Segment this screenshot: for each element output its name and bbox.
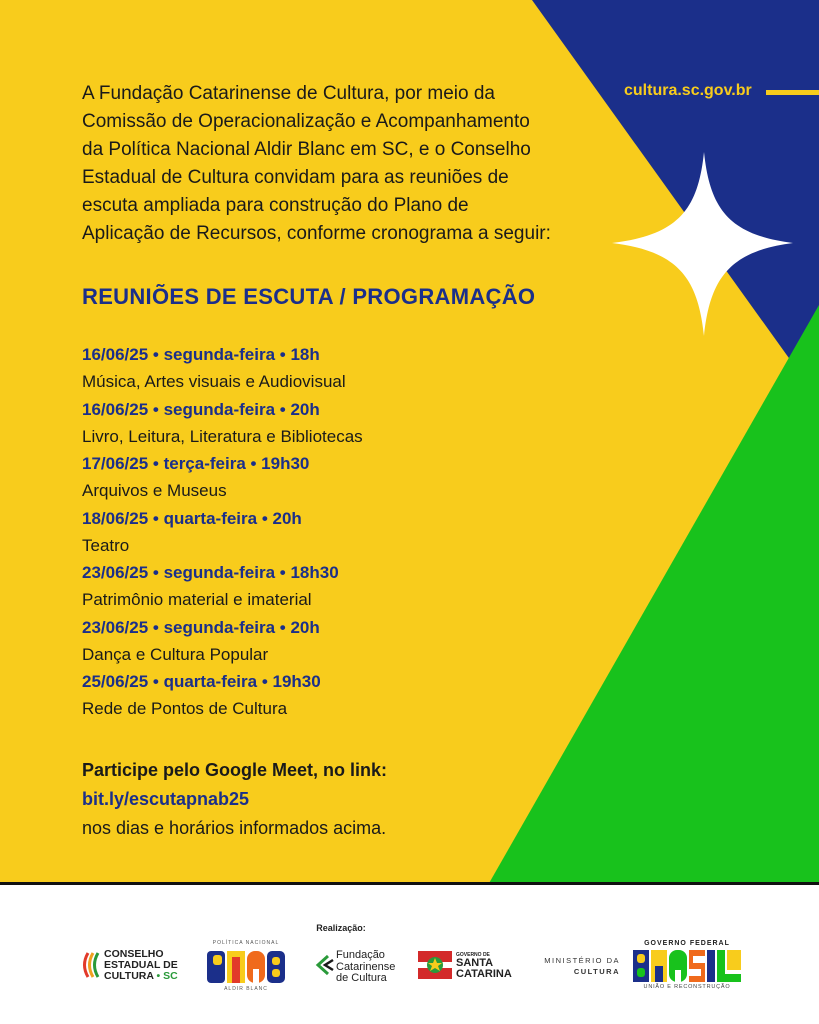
schedule-topic: Música, Artes visuais e Audiovisual — [82, 372, 346, 391]
schedule-topic: Patrimônio material e imaterial — [82, 590, 312, 609]
fcc-line: Fundação — [336, 949, 385, 961]
gsc-line: CATARINA — [456, 968, 512, 980]
schedule-topic: Arquivos e Museus — [82, 481, 227, 500]
intro-line: Comissão de Operacionalização e Acompanhamento — [82, 111, 530, 132]
schedule-item — [82, 451, 602, 506]
governo-santa-catarina-logo — [418, 951, 524, 981]
schedule-item — [82, 506, 602, 561]
governo-federal-logo — [631, 940, 743, 994]
gsc-line: SANTA — [456, 957, 494, 969]
schedule-topic: Teatro — [82, 535, 130, 555]
brasil-wordmark — [633, 950, 741, 982]
pnab-wordmark — [207, 949, 285, 985]
schedule-date: 23/06/25 • segunda-feira • 20h — [82, 617, 320, 637]
schedule-item — [82, 615, 602, 670]
section-title: REUNIÕES DE ESCUTA / PROGRAMAÇÃO — [82, 284, 536, 309]
gf-bottom: UNIÃO E RECONSTRUÇÃO — [643, 984, 731, 990]
fcc-line: de Cultura — [336, 972, 387, 984]
ministerio-cultura-logo — [540, 956, 620, 980]
intro-line: da Política Nacional Aldir Blanc em SC, e o Conselho — [82, 139, 531, 160]
schedule-item — [82, 669, 602, 724]
schedule-item — [82, 342, 602, 397]
cec-line: ESTADUAL DE — [104, 959, 178, 971]
min-line: CULTURA — [573, 967, 620, 976]
schedule-list — [82, 342, 602, 724]
intro-text — [82, 80, 602, 248]
realizacao-label: Realização: — [316, 923, 366, 933]
website-url[interactable]: cultura.sc.gov.br — [624, 82, 752, 99]
fundacao-catarinense-logo — [314, 950, 414, 984]
schedule-date: 17/06/25 • terça-feira • 19h30 — [82, 454, 310, 473]
meet-label: Participe pelo Google Meet, no link: — [82, 760, 388, 780]
schedule-item — [82, 560, 602, 615]
meet-note: nos dias e horários informados acima. — [82, 818, 387, 838]
schedule-date: 23/06/25 • segunda-feira • 18h30 — [82, 563, 339, 582]
cec-line: CONSELHO — [104, 948, 164, 960]
poster-divider — [0, 882, 819, 885]
schedule-topic: Dança e Cultura Popular — [82, 644, 269, 664]
schedule-date: 18/06/25 • quarta-feira • 20h — [82, 508, 302, 528]
pnab-logo — [203, 940, 289, 994]
conselho-estadual-logo — [80, 947, 180, 983]
min-line: MINISTÉRIO DA — [544, 956, 620, 965]
schedule-date: 16/06/25 • segunda-feira • 20h — [82, 399, 320, 419]
schedule-item — [82, 397, 602, 452]
cec-sc: • SC — [156, 970, 178, 982]
gf-top: GOVERNO FEDERAL — [644, 940, 730, 947]
sc-crest-icon — [418, 951, 452, 979]
cec-line: CULTURA — [104, 970, 154, 982]
gsc-small: GOVERNO DE — [456, 952, 490, 958]
fcc-line: Catarinense — [336, 960, 396, 973]
schedule-date: 16/06/25 • segunda-feira • 18h — [82, 345, 320, 364]
fcc-mark-icon — [314, 954, 334, 976]
schedule-topic: Livro, Leitura, Literatura e Bibliotecas — [82, 426, 363, 446]
schedule-date: 25/06/25 • quarta-feira • 19h30 — [82, 672, 321, 691]
meet-link[interactable]: bit.ly/escutapnab25 — [82, 789, 250, 809]
pnab-bottom: ALDIR BLANC — [224, 986, 268, 992]
intro-line: A Fundação Catarinense de Cultura, por meio da — [82, 83, 495, 104]
pnab-top: POLÍTICA NACIONAL — [212, 940, 280, 946]
intro-line: escuta ampliada para construção do Plano de — [82, 195, 469, 216]
schedule-topic: Rede de Pontos de Cultura — [82, 699, 288, 718]
intro-line: Estadual de Cultura convidam para as reuniões de — [82, 167, 509, 188]
url-accent-bar — [766, 90, 819, 95]
intro-line: Aplicação de Recursos, conforme cronograma a seguir: — [82, 223, 551, 244]
cec-mark-icon — [80, 949, 102, 981]
